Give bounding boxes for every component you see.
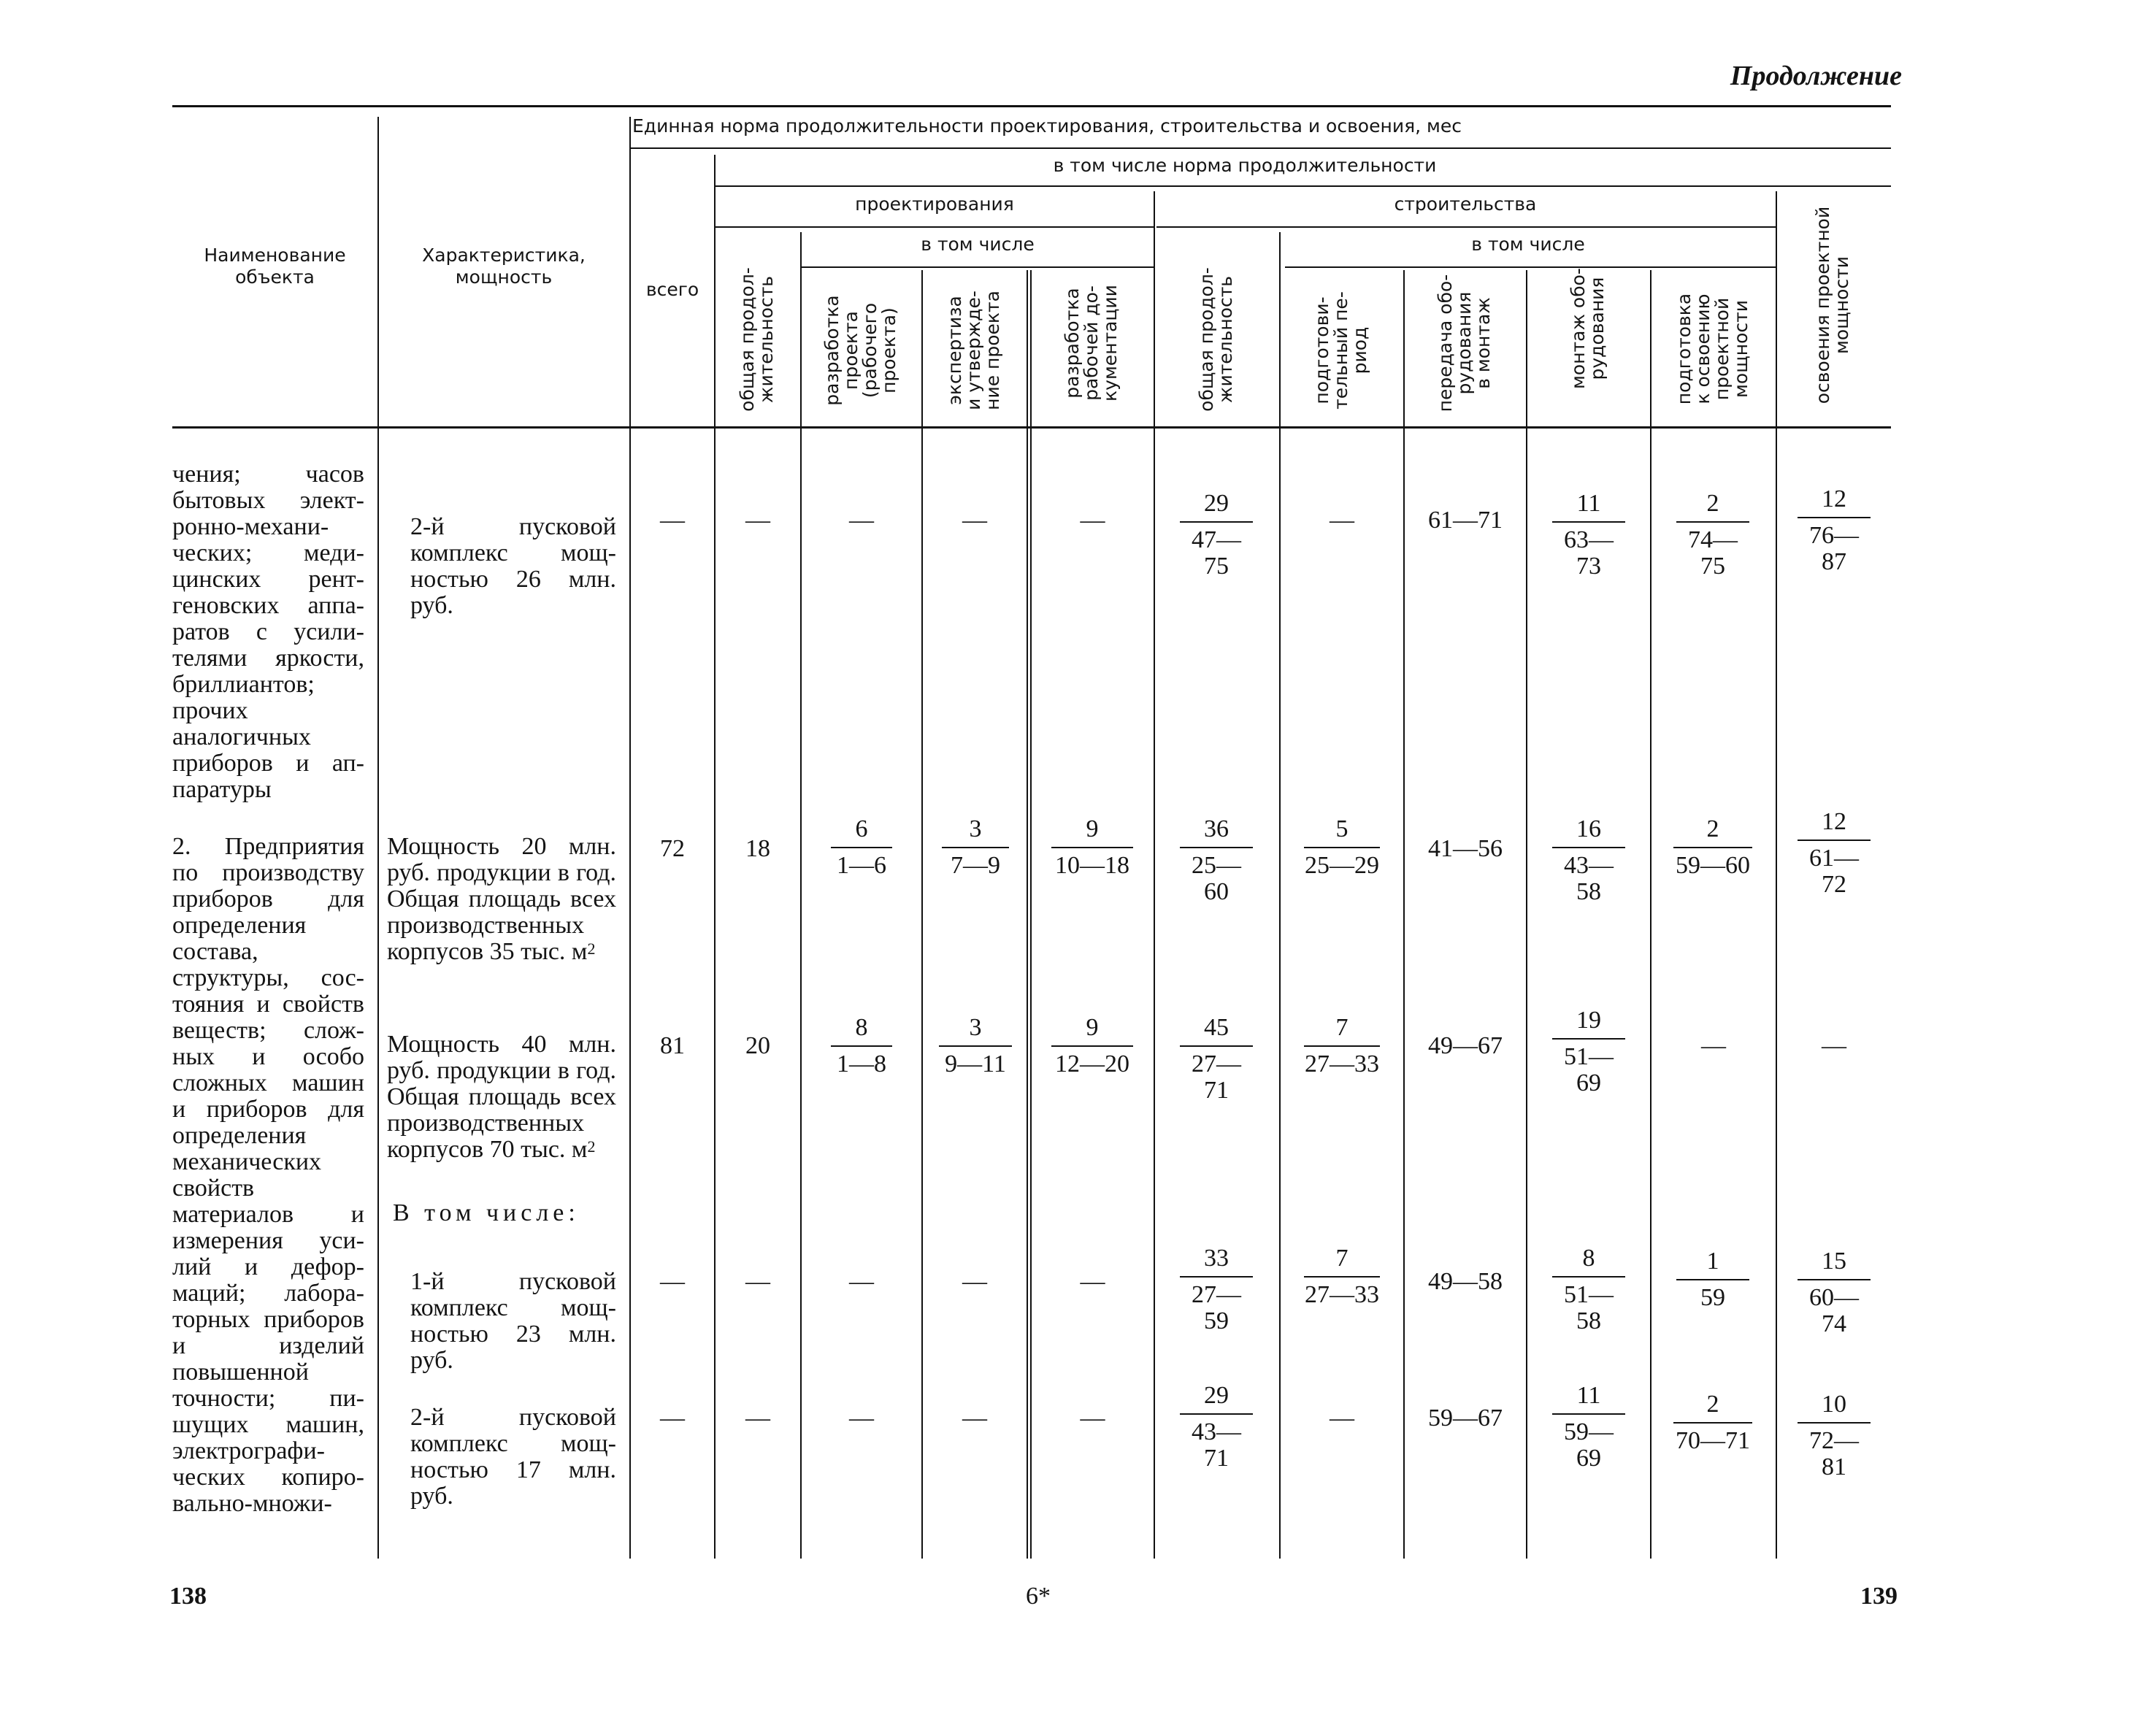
row4-design-dev: — bbox=[849, 1268, 874, 1295]
row5-constr-mount: 11 59—69 bbox=[1552, 1383, 1625, 1472]
header-constr-total: общая продол- жительность bbox=[1196, 267, 1236, 412]
row2-constr-prep: 5 25—29 bbox=[1305, 815, 1379, 879]
row4-constr-total: 33 27—59 bbox=[1180, 1245, 1253, 1334]
row4-constr-readiness: 1 59 bbox=[1676, 1248, 1749, 1311]
row5-mastering: 10 72—81 bbox=[1798, 1391, 1871, 1480]
header-characteristic: Характеристика, мощность bbox=[422, 245, 586, 288]
row4-total: — bbox=[660, 1268, 685, 1295]
header-constr-prep: подготови- тельный пе- риод bbox=[1311, 291, 1370, 410]
header-constr-transfer: передача обо- рудования в монтаж bbox=[1435, 274, 1494, 412]
row1-constr-mount: 11 63—73 bbox=[1552, 491, 1625, 580]
header-design-dev: разработка проекта (рабочего проекта) bbox=[821, 295, 899, 406]
row4-mastering: 15 60—74 bbox=[1798, 1248, 1871, 1337]
header-total: всего bbox=[645, 279, 699, 300]
row5-design-total: — bbox=[745, 1405, 770, 1432]
row5-design-dev: — bbox=[849, 1405, 874, 1432]
row5-constr-readiness: 2 70—71 bbox=[1673, 1391, 1752, 1454]
row2-constr-total: 36 25—60 bbox=[1180, 816, 1253, 905]
header-design-exp: экспертиза и утвержде- ние проекта bbox=[944, 291, 1003, 410]
row1-characteristic: 2-й пусковой комплекс мощностью 26 млн. руб. bbox=[410, 513, 616, 619]
header-design-docs: разработка рабочей до- кументации bbox=[1062, 285, 1121, 402]
row3-design-dev: 8 1—8 bbox=[831, 1015, 892, 1077]
object-name-part1: чения; часов бытовых электронно-механических; медицинских рентгеновских аппаратов с усилителями яркости, бриллиантов; прочих аналогичных приборов и аппаратуры bbox=[172, 461, 364, 803]
row3-total: 81 bbox=[660, 1032, 685, 1059]
header-name: Наименование объекта bbox=[204, 245, 346, 288]
object-name-part2: 2. Предприятия по производству приборов для определения состава, структуры, состояния и свойств веществ; сложных и особо сложных машин и приборов для определения механических свойств материалов и измерения усилий и деформаций; лабораторных приборов и изделий повышенной точности; пишущих машин, электрографических копировально-множи- bbox=[172, 833, 364, 1517]
header-construction-incl: в том числе bbox=[1471, 234, 1585, 255]
row2-constr-mount: 16 43—58 bbox=[1552, 816, 1625, 905]
row4-characteristic: 1-й пусковой комплекс мощностью 23 млн. руб. bbox=[410, 1268, 616, 1374]
row2-constr-transfer: 41—56 bbox=[1428, 835, 1503, 862]
page-number-right: 139 bbox=[1860, 1583, 1898, 1610]
row1-design-dev: — bbox=[849, 507, 874, 534]
row2-characteristic: Мощность 20 млн. руб. продукции в год. Общая площадь всех производственных корпусов 35 тыс. $м^2$ bbox=[387, 833, 616, 965]
header-construction: строительства bbox=[1394, 193, 1537, 215]
row5-design-exp: — bbox=[962, 1405, 987, 1432]
row4-design-total: — bbox=[745, 1268, 770, 1295]
row3-constr-readiness: — bbox=[1701, 1032, 1726, 1059]
header-design: проектирования bbox=[855, 193, 1014, 215]
row5-design-docs: — bbox=[1080, 1405, 1105, 1432]
header-mastering: освоения проектной мощности bbox=[1812, 206, 1852, 404]
including-label: В том числе: bbox=[393, 1199, 580, 1226]
row3-design-docs: 9 12—20 bbox=[1051, 1015, 1133, 1077]
page-number-left: 138 bbox=[169, 1583, 207, 1610]
row5-characteristic: 2-й пусковой комплекс мощностью 17 млн. руб. bbox=[410, 1404, 616, 1510]
row2-design-total: 18 bbox=[745, 835, 770, 862]
header-unified-norm: Единная норма продолжительности проектирования, строительства и освоения, мес bbox=[632, 115, 1462, 137]
row2-mastering: 12 61—72 bbox=[1798, 809, 1871, 898]
row5-total: — bbox=[660, 1405, 685, 1432]
header-constr-mount: монтаж обо- рудования bbox=[1568, 268, 1608, 389]
row3-constr-mount: 19 51—69 bbox=[1552, 1007, 1625, 1096]
row5-constr-prep: — bbox=[1330, 1405, 1354, 1432]
row1-mastering: 12 76—87 bbox=[1798, 486, 1871, 575]
row2-design-docs: 9 10—18 bbox=[1051, 816, 1133, 879]
row5-constr-transfer: 59—67 bbox=[1428, 1405, 1503, 1432]
row4-constr-transfer: 49—58 bbox=[1428, 1268, 1503, 1295]
row1-total: — bbox=[660, 507, 685, 534]
row1-constr-total: 29 47—75 bbox=[1180, 491, 1253, 580]
header-design-incl: в том числе bbox=[921, 234, 1035, 255]
row4-design-exp: — bbox=[962, 1268, 987, 1295]
header-incl-norm: в том числе норма продолжительности bbox=[1053, 155, 1437, 176]
continuation-label: Продолжение bbox=[1730, 61, 1902, 91]
row4-constr-prep: 7 27—33 bbox=[1305, 1245, 1379, 1308]
header-design-total: общая продол- жительность bbox=[737, 267, 777, 412]
row1-constr-readiness: 2 74—75 bbox=[1676, 491, 1749, 580]
header-constr-readiness: подготовка к освоению проектной мощности bbox=[1673, 293, 1752, 405]
row2-design-exp: 3 7—9 bbox=[942, 816, 1009, 879]
signature-mark: 6* bbox=[1026, 1583, 1051, 1610]
row3-mastering: — bbox=[1822, 1032, 1846, 1059]
row3-constr-prep: 7 27—33 bbox=[1305, 1014, 1379, 1077]
row2-total: 72 bbox=[660, 835, 685, 862]
row5-constr-total: 29 43—71 bbox=[1180, 1383, 1253, 1472]
row3-characteristic: Мощность 40 млн. руб. продукции в год. Общая площадь всех производственных корпусов 70 тыс. $м^2$ bbox=[387, 1031, 616, 1163]
row1-design-docs: — bbox=[1080, 507, 1105, 534]
row1-constr-prep: — bbox=[1330, 507, 1354, 534]
row3-design-total: 20 bbox=[745, 1032, 770, 1059]
row3-constr-transfer: 49—67 bbox=[1428, 1032, 1503, 1059]
row1-constr-transfer: 61—71 bbox=[1428, 507, 1503, 534]
row4-design-docs: — bbox=[1080, 1268, 1105, 1295]
row3-constr-total: 45 27—71 bbox=[1180, 1015, 1253, 1104]
row3-design-exp: 3 9—11 bbox=[939, 1015, 1012, 1077]
row1-design-total: — bbox=[745, 507, 770, 534]
row4-constr-mount: 8 51—58 bbox=[1552, 1245, 1625, 1334]
row1-design-exp: — bbox=[962, 507, 987, 534]
row2-design-dev: 6 1—6 bbox=[831, 816, 892, 879]
row2-constr-readiness: 2 59—60 bbox=[1673, 816, 1752, 879]
